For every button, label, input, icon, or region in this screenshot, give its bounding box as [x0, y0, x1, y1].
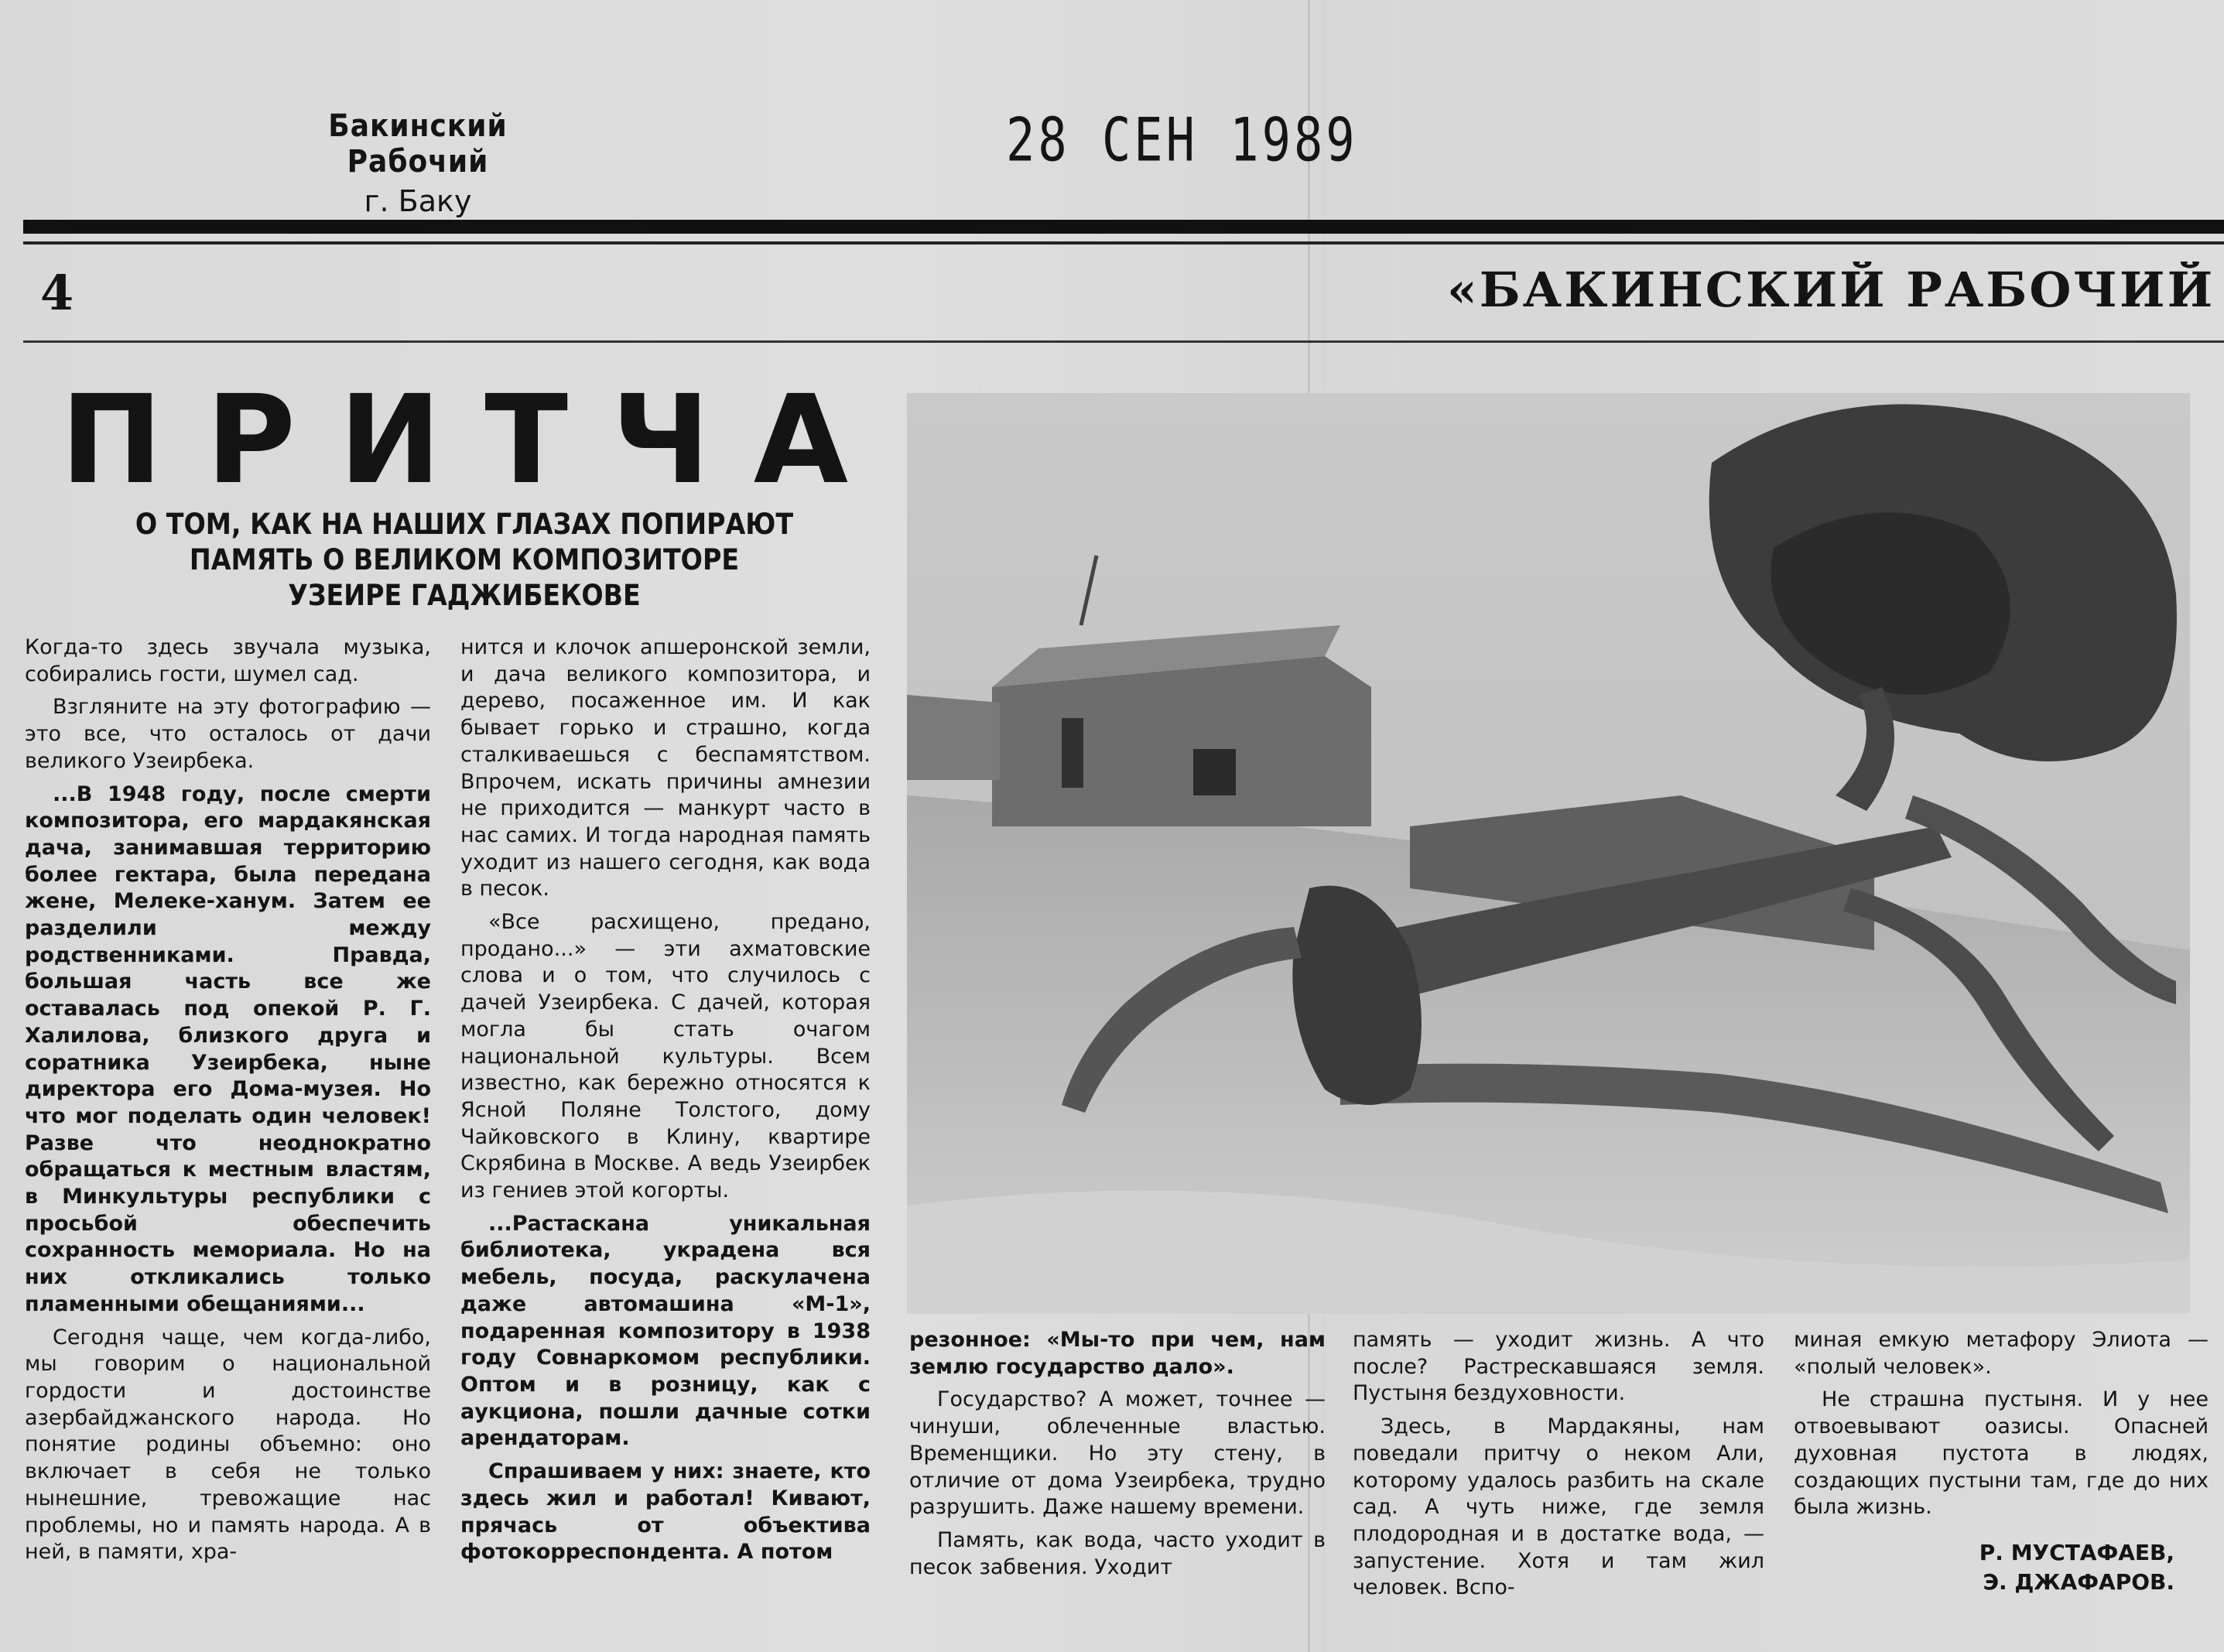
article-column-5: [1794, 1327, 2209, 1521]
subtitle-line: О ТОМ, КАК НА НАШИХ ГЛАЗАХ ПОПИРАЮТ: [135, 508, 794, 541]
article-column-2: [460, 634, 871, 1566]
stamp-paper-name: Бакинский Рабочий: [328, 108, 508, 180]
paragraph: ...Растаскана уникальная библиотека, украдена вся мебель, посуда, раскулачена даже автомашина «М-1», подаренная композитору в 1938 году Совнаркомом республики. Оптом и в розницу, как с аукциона, пошли дачные сотки арендаторам.: [460, 1211, 871, 1451]
paragraph: Когда-то здесь звучала музыка, собирались гости, шумел сад.: [25, 635, 431, 686]
article-column-1: [25, 634, 431, 1566]
paragraph: Не страшна пустыня. И у нее отвоевывают оазисы. Опасней духовная пустота в людях, создающих пустыни там, где до них была жизнь.: [1794, 1387, 2209, 1520]
paragraph: миная емкую метафору Элиота — «полый человек».: [1794, 1328, 2209, 1379]
photo-illustration: [907, 393, 2190, 1314]
paragraph: «Все расхищено, предано, продано...» — эти ахматовские слова и о том, что случилось с дачей Узеирбека. С дачей, которая могла бы стать очагом национальной культуры. Всем известно, как бережно относятся к Ясной Поляне Толстого, дому Чайковского в Клину, квартире Скрябина в Москве. А ведь Узеирбек из гениев этой когорты.: [460, 910, 871, 1203]
article-subtitle: [46, 507, 882, 614]
date-stamp: 28 СЕН 1989: [1006, 104, 1358, 176]
subtitle-line: ПАМЯТЬ О ВЕЛИКОМ КОМПОЗИТОРЕ: [189, 543, 740, 576]
stamp-city: г. Баку: [364, 184, 472, 218]
author-name: Э. ДЖАФАРОВ.: [1983, 1569, 2174, 1595]
paragraph: Сегодня чаще, чем когда-либо, мы говорим о национальной гордости и достоинстве азербайджанского народа. Но понятие родины объемно: оно включает в себя не только нынешние, тревожащие нас проблемы, но и память народа. А в ней, в памяти, хра-: [25, 1325, 431, 1565]
masthead: «БАКИНСКИЙ РАБОЧИЙ: [1447, 262, 2215, 318]
paragraph: Спрашиваем у них: знаете, кто здесь жил и работал! Кивают, прячась от объектива фотокорреспондента. А потом: [460, 1459, 871, 1565]
paragraph: нится и клочок апшеронской земли, и дача великого композитора, и дерево, посаженное им. И как бывает горько и страшно, когда сталкиваешься с беспамятством. Впрочем, искать причины амнезии не приходится — манкурт часто в нас самих. И тогда народная память уходит из нашего сегодня, как вода в песок.: [460, 635, 871, 901]
article-photo: [907, 393, 2190, 1314]
clipping-stamp: [255, 108, 580, 218]
header-rule-thin: [23, 241, 2224, 245]
page-number: 4: [40, 265, 74, 321]
article-title: ПРИТЧА: [60, 369, 892, 511]
paragraph: Здесь, в Мардакяны, нам поведали притчу о неком Али, которому удалось разбить на скале сад. А чуть ниже, где земля плодородная и в достатке вода, — запустение. Хотя и там жил человек. Вспо-: [1353, 1414, 1764, 1600]
subtitle-line: УЗЕИРЕ ГАДЖИБЕКОВЕ: [288, 579, 641, 612]
paragraph: память — уходит жизнь. А что после? Растрескавшаяся земля. Пустыня бездуховности.: [1353, 1328, 1764, 1406]
paragraph: Государство? А может, точнее — чинуши, облеченные властью. Временщики. Но эту стену, в отличие от дома Узеирбека, трудно разрушить. Даже нашему времени.: [909, 1387, 1326, 1520]
header-rule-thick: [23, 220, 2224, 234]
paragraph: Взгляните на эту фотографию — это все, что осталось от дачи великого Узеирбека.: [25, 695, 431, 773]
paragraph: резонное: «Мы-то при чем, нам землю государство дало».: [909, 1328, 1326, 1379]
author-name: Р. МУСТАФАЕВ,: [1979, 1540, 2174, 1565]
article-column-4: [1353, 1327, 1764, 1602]
paragraph: Память, как вода, часто уходит в песок забвения. Уходит: [909, 1527, 1326, 1579]
article-authors: [1873, 1538, 2174, 1597]
article-column-3: [909, 1327, 1326, 1581]
paragraph: ...В 1948 году, после смерти композитора, его мардакянская дача, занимавшая территорию более гектара, была передана жене, Мелеке-ханум. Затем ее разделили между родственниками. Правда, большая часть все же оставалась под опекой Р. Г. Халилова, близкого друга и соратника Узеирбека, ныне директора его Дома-музея. Но что мог поделать один человек! Разве что неоднократно обращаться к местным властям, в Минкультуры республики с просьбой обеспечить сохранность мемориала. Но на них откликались только пламенными обещаниями...: [25, 782, 431, 1316]
header-rule-under: [23, 340, 2224, 343]
